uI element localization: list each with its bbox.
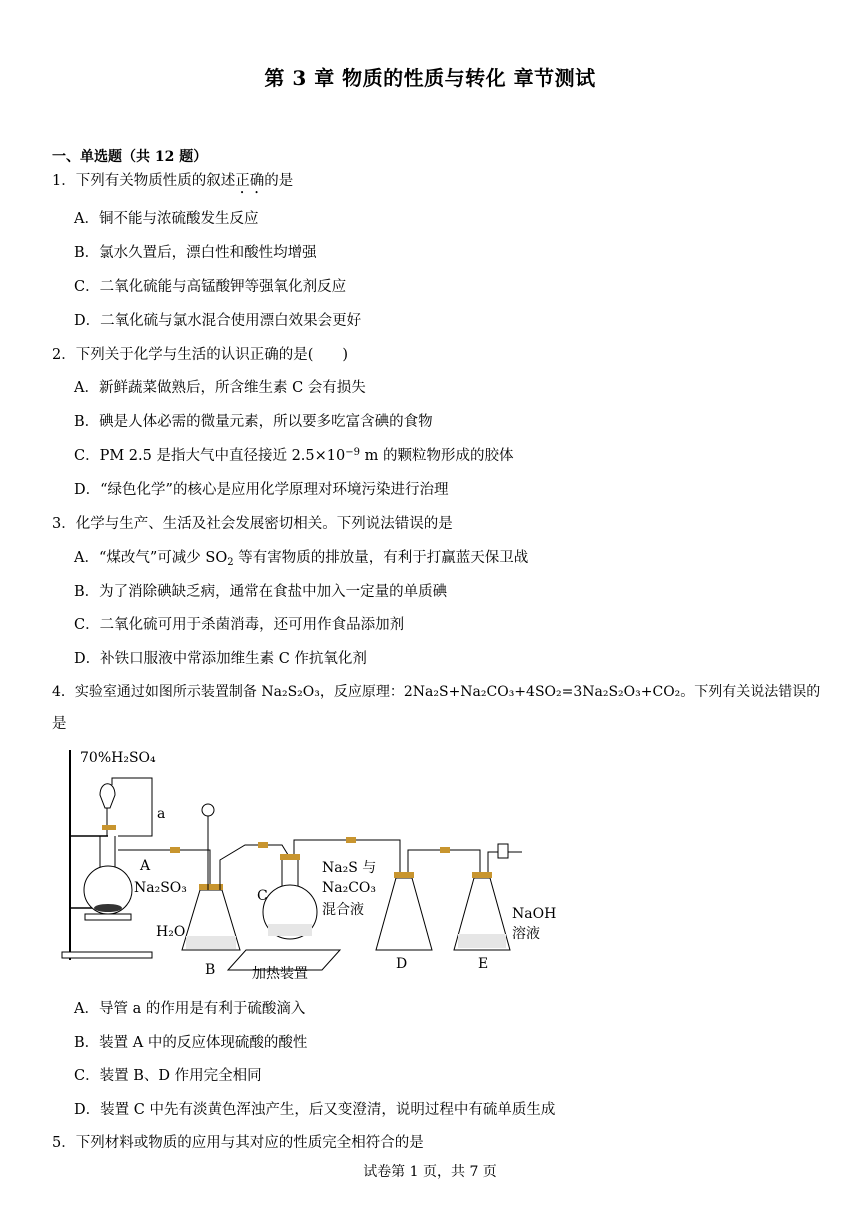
question-2-option-d: D．“绿色化学”的核心是应用化学原理对环境污染进行治理	[74, 482, 449, 498]
tube-a-label: a	[157, 806, 166, 822]
label-d: D	[396, 956, 408, 972]
question-1-option-c: C．二氧化硫能与高锰酸钾等强氧化剂反应	[74, 279, 347, 295]
label-heat: 加热装置	[252, 966, 308, 980]
apparatus-figure	[60, 740, 560, 980]
stopper	[102, 825, 116, 830]
page-footer: 试卷第 1 页，共 7 页	[363, 1164, 497, 1180]
question-2-option-b: B．碘是人体必需的微量元素，所以要多吃富含碘的食物	[74, 414, 433, 430]
question-5-stem: 5．下列材料或物质的应用与其对应的性质完全相符合的是	[52, 1135, 424, 1151]
question-3-option-a: A．“煤改气”可减少 $SO_2$ 等有害物质的排放量，有利于打赢蓝天保卫战	[74, 550, 529, 568]
label-mix-2: Na₂CO₃	[322, 880, 377, 896]
question-1-option-d: D．二氧化硫与氯水混合使用漂白效果会更好	[74, 313, 362, 329]
label-c: C	[257, 888, 268, 904]
acid-label: 70%H₂SO₄	[80, 750, 156, 766]
emphasis-correct: 正确	[235, 173, 265, 189]
question-4-stem-line1: 4．实验室通过如图所示装置制备 Na₂S₂O₃，反应原理：2Na₂S+Na₂CO₃+4SO₂=3Na₂S₂O₃+CO₂。下列有关说法错误的	[52, 684, 821, 700]
label-naoh-1: NaOH	[512, 906, 557, 922]
section-heading: 一、单选题（共 12 题）	[52, 149, 208, 165]
question-2-option-a: A．新鲜蔬菜做熟后，所含维生素 C 会有损失	[74, 380, 366, 396]
page-title: 第 3 章 物质的性质与转化 章节测试	[264, 66, 596, 90]
question-2-option-c: C．PM 2.5 是指大气中直径接近 $2.5\times 10^{-9}$ m 的颗粒物形成的胶体	[74, 447, 514, 464]
question-1-option-a: A．铜不能与浓硫酸发生反应	[74, 211, 259, 227]
question-1-stem: 1．下列有关物质性质的叙述正确的是	[52, 173, 294, 189]
question-3-option-d: D．补铁口服液中常添加维生素 C 作抗氧化剂	[74, 651, 367, 667]
label-mix-1: Na₂S 与	[322, 860, 377, 876]
stand-base	[62, 952, 152, 958]
question-4-option-c: C．装置 B、D 作用完全相同	[74, 1068, 262, 1084]
question-1-option-b: B．氯水久置后，漂白性和酸性均增强	[74, 245, 317, 261]
question-4-option-a: A．导管 a 的作用是有利于硫酸滴入	[74, 1001, 306, 1017]
dropping-funnel	[100, 784, 115, 808]
label-naoh-2: 溶液	[512, 926, 540, 942]
question-4-option-b: B．装置 A 中的反应体现硫酸的酸性	[74, 1035, 308, 1051]
question-4-option-d: D．装置 C 中先有淡黄色浑浊产生，后又变澄清，说明过程中有硫单质生成	[74, 1102, 556, 1118]
flask-d	[376, 878, 432, 950]
question-2-stem: 2．下列关于化学与生活的认识正确的是( )	[52, 347, 349, 363]
label-h2o: H₂O	[156, 924, 186, 940]
label-b: B	[205, 962, 216, 978]
question-4-stem-line2: 是	[52, 716, 67, 732]
tube-d-e	[408, 850, 480, 872]
tube-a	[112, 778, 152, 836]
label-a: A	[140, 858, 151, 874]
tube-b-c	[220, 845, 290, 890]
label-na2so3: Na₂SO₃	[134, 880, 187, 896]
question-3-option-c: C．二氧化硫可用于杀菌消毒，还可用作食品添加剂	[74, 617, 405, 633]
label-e: E	[478, 956, 489, 972]
question-3-option-b: B．为了消除碘缺乏病，通常在食盐中加入一定量的单质碘	[74, 584, 448, 600]
label-mix-3: 混合液	[322, 902, 364, 918]
question-3-stem: 3．化学与生产、生活及社会发展密切相关。下列说法错误的是	[52, 516, 453, 532]
